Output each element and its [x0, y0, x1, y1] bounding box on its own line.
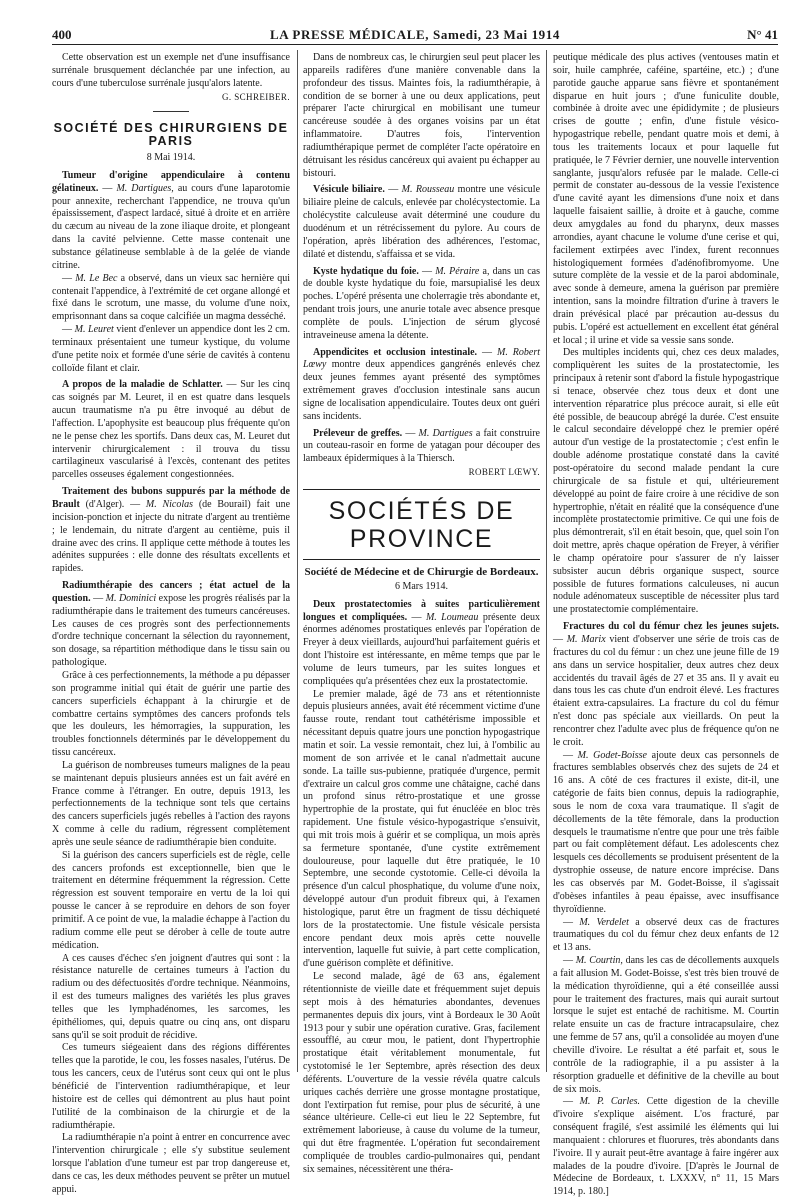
paragraph: Des multiples incidents qui, chez ces deux malades, compliquèrent les suites de la prostatectomie, les principaux à retenir sont d'abord la fistule hypogastrique si tenace, observée chez tous deux et dont une intervention réparatrice plus précoce aurait, si elle eût été possible, de beaucoup abrégé la durée. C'est ensuite le calcul secondaire développé chez le premier opéré autour d'un vestige de la prostatectomie ; c'est enfin le double adénome prostatique constaté dans la cavité post-opératoire du second malade pendant la cure chirurgicale de sa fistule et qui, ultérieurement développé au point de faire croire à une récidive de son hypertrophie, n'était en réalité que la conséquence d'une incomplète prostatectomie primitive. Ce qui une fois de plus démontrerait, s'il en était besoin, que, quel soin l'on doit mettre, après chaque opération de Freyer, à vérifier le champ opératoire pour s'assurer de n'y laisser subsister aucun débris organique suspect, source possible de futures formations calculeuses, ni aucun nodule adénomateux susceptible de nécessiter plus tard une prostatectomie complémentaire. — [553, 347, 779, 616]
big-section-title: SOCIÉTÉS DE PROVINCE — [303, 489, 540, 560]
paragraph-courtin: — M. Courtin, dans les cas de décollements auxquels a fait allusion M. Godet-Boisse, s'est très bien trouvé de la médication thyroïdienne, qui a été conseillée aussi pour le traitement des fractures, mais qui aurait surtout lorsque le sujet est entaché de rachitisme. M. Courtin relate ensuite un cas de fracture intracapsulaire, chez une femme de 57 ans, qu'il a consolidée au moyen d'une cheville d'ivoire. Le résultat a été parfait et, sous le contrôle de la radiographie, il a pu assister à la résorption graduelle et définitive de la cheville au bout de six mois. — [553, 955, 780, 1095]
column-3 — [553, 52, 780, 1198]
journal-title: LA PRESSE MÉDICALE, Samedi, 23 Mai 1914 — [270, 27, 560, 42]
article-title: Deux prostatectomies à suites particulièrement longues et compliquées. — [303, 598, 540, 623]
intro-signature: G. SCHREIBER. — [222, 91, 290, 102]
article-bubons: Traitement des bubons suppurés par la méthode de Brault (d'Alger). — M. Nicolas (de Bourail) fait une incision-ponction et injecte du nitrate d'argent au trentième ; le lendemain, du nitrate d'argent au centième, puis il draine avec des crins. Il applique cette méthode à toutes les adénites suppurées : elle donne des résultats excellents et rapides. — [52, 486, 291, 575]
article-title: Traitement des bubons suppurés par la méthode de Brault — [52, 486, 290, 510]
speaker: M. Nicolas — [145, 499, 194, 510]
column-divider-2 — [546, 50, 547, 1072]
paragraph-godet-boisse: — M. Godet-Boisse ajoute deux cas personnels de fractures semblables observés chez des sujets de 24 et 16 ans. A côté de ces fractures il existe, dit-il, une catégorie de faits bien connus, depuis la radiographie, sous le nom de coxa vara traumatique. Il s'agit de décollements de la tête fémorale, dans la production desquels le traumatisme n'entre que pour une très faible part ou fait complètement défaut. Les adolescents chez lesquels ces décollements se produisent présentent de la dystrophie osseuse, de nature encore imprécise. Dans les cas observés par M. Godet-Boisse, il s'agissait d'obèses infantiles à peau épaisse, avec insuffisance thyroïdienne. — [553, 749, 779, 915]
article-schlatter — [52, 379, 290, 482]
section-signature: ROBERT LŒWY. — [468, 467, 540, 478]
article-kyste: Kyste hydatique du foie. — M. Péraire a, dans un cas de double kyste hydatique du foie, marsupialisé les deux poches. L'opéré présenta une cholerragie très abondante et, pendant trois jours, une anurie totale avec absence presque complète de pouls. L'injection de sérum glycosé intraveineuse amena la détente. — [303, 265, 541, 341]
paragraph-verdelet: — M. Verdelet a observé deux cas de fractures traumatiques du col du fémur chez deux enfants de 12 et 13 ans. — [553, 916, 779, 954]
section-date: 8 Mai 1914. — [146, 152, 196, 164]
paragraph: peutique médicale des plus actives (ventouses matin et soir, huile camphrée, caféine, spartéine, etc.) ; d'une parotide gauche apparue sans fièvre et spontanément disparue en huit jours ; d'une funiculite double, combinée à droite avec une épididymite ; de plusieurs crises de goutte ; enfin, d'une fistule vésico-hypogastrique rebelle, pendant quatre mois et demi, à tous les traitements locaux et pour laquelle fut pratiquée, le 7 Février dernier, une nouvelle intervention sanglante, jusqu'alors refusée par le malade. Celle-ci permit de constater au-dessous de la vessie l'existence d'une cavité ayant les dimensions d'une noix et dans laquelle faisaient saillie, à droite et à gauche, comme deux amygdales au fond du pharynx, deux masses arrondies, ayant chacune le volume d'une cerise et qui, facilement extirpées avec l'index, furent reconnues histologiquement formées d'adénofibromyome. Une suture complète de la vessie et de la paroi abdominale, avec sonde à demeure, amena la guérison par première intention, sans la moindre filtration d'urine à travers le drain prévésical placé par précaution au-dessus du pubis. L'opéré est actuellement en excellent état général et local ; il urine et vide sa vessie sans sonde. — [553, 52, 779, 346]
paragraph: Ces tumeurs siégeaient dans des régions différentes telles que la parotide, le cou, les fosses nasales, l'utérus. De tous les cancers, ceux de l'utérus sont ceux qui ont le plus bénéficié de l'intervention radiumthérapique, et leur histoire est de celles qui démontrent au plus haut point l'utilité de la combinaison de la chirurgie et de la radiumthérapie. — [52, 1042, 290, 1131]
article-text: vient d'enlever un appendice dont les 2 cm. terminaux présentaient une tumeur kystique, du volume d'une petite noix et formée d'une série de cavités à contenu colloïde filant et clair. — [52, 324, 291, 374]
header-rule — [52, 44, 778, 45]
article-text: ajoute deux cas personnels de fractures semblables observés chez des sujets de 24 et 16 ans. A côté de ces fractures il existe, dit-il, une catégorie de faits bien connus, depuis la radiographie, sous le nom de coxa vara traumatique. Il s'agit de décollements de la tête fémorale, dans la production desquels le traumatisme n'entre que pour une très faible part ou fait complètement défaut. Les adolescents chez lesquels ces décollements se produisent présentent de la dystrophie osseuse, de nature encore imprécise. Dans les cas observés par M. Godet-Boisse, il s'agissait d'obèses infantiles à peau épaisse, avec insuffisance thyroïdienne. — [553, 749, 779, 915]
article-radiumtherapie: Radiumthérapie des cancers ; état actuel de la question. — M. Dominici expose les progrès réalisés par la radiumthérapie dans le traitement des tumeurs cancéreuses. Les causes de ces progrès sont des perfectionnements d'ordre technique concernant la sélection du rayonnement, son dosage, sa répartition méthodique dans le tissu sain ou pathologique. — [52, 580, 291, 669]
speaker: M. Robert Lœwy — [303, 346, 541, 371]
article-title: Fractures du col du fémur chez les jeunes sujets. — [563, 621, 779, 633]
article-text: montre une vésicule biliaire pleine de calculs, enlevée par cholécystectomie. La cholécystite calculeuse avait déterminé une coudure du duodénum et un rétrécissement du pylore. Au cours de l'opération, après libération des adhérences, l'estomac, dilaté et distendu, s'affaissa et se vida. — [303, 184, 541, 260]
column-2 — [303, 52, 541, 1175]
article-prostatectomies: Deux prostatectomies à suites particulièrement longues et compliquées. — M. Loumeau présente deux énormes adénomes prostatiques enlevés par l'opération de Freyer à deux vieillards, aujourd'hui parfaitement guéris et dont l'histoire est intéressante, en même temps que par le volume de leurs tumeurs, par les suites longues et compliquées qu'a présentées chez eux la prostatectomie. — [303, 598, 540, 687]
running-header — [52, 27, 778, 43]
article-text: vient d'observer une série de trois cas de fractures du col du fémur : un chez une jeune fille de 19 ans dans un service hospitalier, deux autres chez deux accidentés du travail âgés de 27 et 35 ans. Il y avait eu dans tous les cas chute d'un endroit élevé. Les fractures étaient extra-capsulaires. La fracture du col du fémur n'est donc pas spéciale aux vieillards. On peut la rencontrer chez l'adulte avec plus de fréquence qu'on ne le croit. — [553, 633, 780, 748]
speaker: M. Marix — [566, 633, 606, 645]
page-number: 400 — [52, 27, 72, 42]
paragraph: Si la guérison des cancers superficiels est de règle, celle des cancers profonds est exceptionnelle, bien que le traitement en détermine fréquemment la régression. Cette régression est souvent temporaire en vertu de la loi qui pousse le cancer à se reproduire en dehors de son foyer primitif. A ce point de vue, la maladie échappe à l'action du radium comme elle peut se dérober à celle de toute autre médication. — [52, 849, 290, 951]
paragraph-le-bec: — M. Le Bec a observé, dans un vieux sac hernière qui contenait l'appendice, à l'extrémité de cet organe allongé et fixé dans le scrotum, une masse, du volume d'une noix, emprisonnant dans sa coque calcifiée un magma desséché. — [52, 272, 291, 323]
paragraph: La guérison de nombreuses tumeurs malignes de la peau se maintenant depuis plusieurs années est un fait avéré en France comme à l'étranger. En outre, depuis 1913, les perfectionnements de la technique sont tels que certains des cancers superficiels jugés rebelles à l'action des rayons X comme à celle du radium, régressent complètement après une seule séance de radiumthérapie bien conduite. — [52, 759, 290, 848]
article-fractures: Fractures du col du fémur chez les jeunes sujets. — M. Marix vient d'observer une série de trois cas de fractures du col du fémur : un chez une jeune fille de 19 ans dans un service hospitalier, deux autres chez deux accidentés du travail âgés de 27 et 35 ans. Il y avait eu dans tous les cas chute d'un endroit élevé. Les fractures étaient extra-capsulaires. La fracture du col du fémur n'est donc pas spéciale aux vieillards. On peut la rencontrer chez l'adulte avec plus de fréquence qu'on ne le croit. — [553, 621, 780, 748]
section-title: SOCIÉTÉ DES CHIRURGIENS DE PARIS — [53, 121, 289, 149]
speaker: M. P. Carles. — [579, 1096, 641, 1108]
speaker: M. Rousseau — [401, 184, 455, 196]
article-preleveur: Préleveur de greffes. — M. Dartigues a fait construire un couteau-rasoir en forme de yatagan pour découper des lambeaux épidermiques à la Thiersch. — [303, 427, 540, 465]
speaker: M. Leuret — [74, 324, 114, 336]
paragraph: Le premier malade, âgé de 73 ans et rétentionniste depuis plusieurs années, avait été récemment victime d'une fausse route, rendant tout cathétérisme impossible et nécessitant depuis quatre jours une ponction hypogastrique matin et soir. La vessie remontait, chez lui, à l'ombilic au moment de son arrivée et le canal n'admettait aucune sonde. La taille sus-pubienne, pratiquée d'urgence, permit d'extraire un calcul gros comme une châtaigne, caché dans un profond sinus rétro-prostatique et une grosse hypertrophie de la prostate, qui fut énucléée en bloc très rapidement. Une fistule vésico-hypogastrique s'ensuivit, qui mit trois mois à guérir et se compliqua, un mois après sa fermeture spontanée, d'une cystite extrêmement douloureuse, pour laquelle dut être pratiquée, le 10 Septembre, une seconde cystotomie. Celle-ci dévoila la présence d'un calcul phosphatique, du volume d'une noix, développé autour d'un produit fibreux qui, à l'examen histologique, parut être un fragment de tissu déchiqueté lors de la prostatectomie. Une fistule vésicale persista encore pendant deux mois après cette nouvelle intervention, laquelle fut suivie, à part cette complication, d'une guérison complète et définitive. — [303, 688, 540, 970]
article-text: montre deux appendices gangrénés enlevés chez deux jeunes femmes ayant présenté des symptômes extrêmement graves d'occlusion intestinale sans aucun signe de localisation appendiculaire. Toutes deux ont guéri sans incidents. — [303, 359, 540, 422]
article-appendiculaire: Tumeur d'origine appendiculaire à contenu gélatineux. — M. Dartigues, au cours d'une laparotomie pour annexite, recherchant l'appendice, ne trouva qu'un épaississement, d'aspect lardacé, situé à droite et en arrière du cæcum au niveau de la zone iliaque droite, et plongeant dans la cavité pelvienne. Cette masse contenait une substance gélatineuse semblable à de la gelée de viande citrine. — [52, 169, 290, 271]
paragraph-carles: — M. P. Carles. Cette digestion de la cheville d'ivoire s'explique aisément. L'os fracturé, par conséquent fragilé, s'est assimilé les éléments qui lui manquaient : chlorures et fluorures, très abondants dans l'ivoire. Il y aurait peut-être avantage à faire ingérer aux malades de la poudre d'ivoire. [D'après le Journal de Médecine de Bordeaux, t. LXXXV, n° 11, 15 Mars 1914, p. 180.] — [553, 1096, 779, 1198]
paragraph-leuret: — M. Leuret vient d'enlever un appendice dont les 2 cm. terminaux présentaient une tumeur kystique, du volume d'une petite noix et formée d'une série de cavités à contenu colloïde filant et clair. — [52, 324, 291, 374]
article-vesicule: Vésicule biliaire. — M. Rousseau montre une vésicule biliaire pleine de calculs, enlevée par cholécystectomie. La cholécystite calculeuse avait déterminé une coudure du duodénum et un rétrécissement du pylore. Au cours de l'opération, après libération des adhérences, l'estomac, dilaté et distendu, s'affaissa et se vida. — [303, 184, 541, 260]
separator-rule — [153, 111, 189, 112]
article-title: Vésicule biliaire. — [313, 184, 385, 196]
article-text: expose les progrès réalisés par la radiumthérapie dans le traitement des tumeurs cancéreuses. Les causes de ces progrès sont des perfectionnements d'ordre technique concernant la sélection du rayonnement, son dosage, sa répartition méthodique dans le tissu sain ou pathologique. — [52, 592, 291, 669]
paragraph: A ces causes d'échec s'en joignent d'autres qui sont : la résistance naturelle de certaines tumeurs à l'action du radium ou des défectuosités d'ordre technique. Néanmoins, il est des tumeurs malignes des variétés les plus graves telles que les lymphadénomes, les sarcomes, les épithéliomes, qui, depuis quatre ou cinq ans, ont disparu sans qu'il se soit produit de récidive. — [52, 952, 290, 1041]
society-title: Société de Médecine et de Chirurgie de Bordeaux. — [304, 566, 539, 578]
speaker: M. Godet-Boisse — [577, 749, 647, 761]
article-text: a observé deux cas de fractures traumatiques du col du fémur chez deux enfants de 12 et 13 ans. — [553, 916, 779, 954]
article-text: présente deux énormes adénomes prostatiques enlevés par l'opération de Freyer à deux vieillards, aujourd'hui parfaitement guéris et dont l'histoire est intéressante, en même temps que par le volume de leurs tumeurs, par les suites longues et compliquées qu'a présentées chez eux la prostatectomie. — [303, 611, 540, 687]
article-text: au cours d'une laparotomie pour annexite, recherchant l'appendice, ne trouva qu'un épaississement, d'aspect lardacé, situé à droite et en arrière du cæcum au niveau de la zone iliaque droite, et plongeant dans la cavité pelvienne. Cette masse contenait une substance gélatineuse semblable à de la gelée de viande citrine. — [52, 182, 290, 271]
article-title: Préleveur de greffes. — [313, 427, 403, 439]
paragraph: Le second malade, âgé de 63 ans, également rétentionniste de vieille date et fréquemment sujet depuis sept mois à des hématuries abondantes, devenues permanentes depuis dix jours, vint à Bordeaux le 30 Août 1913 pour y subir une opération curative. Gras, facilement essoufflé, au cœur mou, le patient, dont l'hypertrophie prostatique était véritablement monumentale, fut cystotomisé le 1er Septembre, après résection des deux déférents. L'ouverture de la vessie révéla quatre calculs uriques cachés derrière une grosse montagne prostatique, dont l'extirpation fut remise, pour plus de sécurité, à une séance ultérieure. Celle-ci eut lieu le 22 Septembre, fut extrêmement laborieuse, à cause du volume de la tumeur, qui dut être fragmentée. L'opération fut secondairement compliquée de troubles cardio-pulmonaires qui, pendant six semaines, nécessitèrent une théra- — [303, 971, 540, 1175]
intro-paragraph: Cette observation est un exemple net d'une insuffisance surrénale brusquement déclanchée par une infection, au cours d'une tuberculose surrénale jusqu'alors latente. — [52, 52, 290, 89]
article-place: (d'Alger). — [85, 499, 125, 510]
article-text: Cette digestion de la cheville d'ivoire s'explique aisément. L'os fracturé, par conséquent fragilé, s'est assimilé les éléments qui lui manquaient : chlorures et fluorures, très abondants dans l'ivoire. Il y aurait peut-être avantage à faire ingérer aux malades de la poudre d'ivoire. [D'après le Journal de Médecine de Bordeaux, t. LXXXV, n° 11, 15 Mars 1914, p. 180.] — [553, 1096, 779, 1198]
speaker: M. Péraire — [435, 265, 480, 277]
paragraph: Dans de nombreux cas, le chirurgien seul peut placer les appareils radifères d'une manière convenable dans la profondeur des tissus. Maintes fois, la radiumthérapie, à condition de se borner à une ou deux applications, peut préparer l'acte chirurgical en mobilisant une tumeur cancéreuse soudée à des organes voisins par un état inflammatoire. D'autres fois, l'intervention radiumthérapique permet de compléter l'acte opératoire en détruisant les résidus cancéreux qui avaient pu échapper au bistouri. — [303, 52, 540, 179]
speaker: M. Loumeau — [425, 611, 479, 623]
article-text: a fait construire un couteau-rasoir en forme de yatagan pour découper des lambeaux épidermiques à la Thiersch. — [303, 427, 540, 465]
article-text: a observé, dans un vieux sac hernière qui contenait l'appendice, à l'extrémité de cet organe allongé et fixé dans le scrotum, une masse, du volume d'une noix, emprisonnant dans sa coque calcifiée un magma desséché. — [52, 272, 291, 323]
speaker: M. Le Bec — [75, 272, 118, 284]
speaker: M. Courtin, — [575, 955, 623, 967]
article-text: (de Bourail) fait une incision-ponction et injecte du nitrate d'argent au trentième ; le lendemain, du nitrate d'argent au centième, puis il draine avec des crins. Il applique cette méthode à toutes les adénites suppurées : elle donne des résultats excellents et rapides. — [52, 499, 291, 575]
column-divider-1 — [297, 50, 298, 1072]
article-title: Kyste hydatique du foie. — [313, 265, 419, 277]
article-text: dans les cas de décollements auxquels a fait allusion M. Godet-Boisse, s'est très bien trouvé de la médication thyroïdienne, qui a été conseillée aussi pour le traitement des fractures, mais qui aurait surtout lorsque le sujet est entaché de rachitisme. M. Courtin relate ensuite un cas de fracture intracapsulaire, chez une femme de 57 ans, qu'il a consolidée au moyen d'une cheville d'ivoire. Le résultat a été parfait et, sous le contrôle de la radiographie, il a pu assister à la résorption graduelle et définitive de la cheville au bout de six mois. — [553, 955, 780, 1095]
paragraph: Grâce à ces perfectionnements, la méthode a pu dépasser son programme initial qui était de guérir une partie des cancers superficiels échappant à la chirurgie et de combattre certains symptômes des cancers profonds tels que les douleurs, les hémorragies, la suppuration, les troubles fonctionnels déterminés par le développement du tissu cancéreux. — [52, 669, 290, 759]
article-appendicites: Appendicites et occlusion intestinale. — M. Robert Lœwy montre deux appendices gangrénés enlevés chez deux jeunes femmes ayant présenté des symptômes extrêmement graves d'occlusion intestinale sans aucun signe de localisation appendiculaire. Toutes deux ont guéri sans incidents. — [303, 346, 541, 422]
society-date: 6 Mars 1914. — [394, 580, 449, 592]
article-title: A propos de la maladie de Schlatter. — [62, 379, 223, 391]
column-1 — [52, 52, 291, 1195]
issue-number: N° 41 — [747, 27, 778, 42]
speaker: M. Verdelet — [579, 916, 629, 928]
article-title: Appendicites et occlusion intestinale. — [313, 346, 478, 358]
paragraph: La radiumthérapie n'a point à entrer en concurrence avec l'intervention chirurgicale ; elle s'y substitue seulement lorsque l'ablation d'une tumeur est par trop dangereuse et, dans ce cas, les deux méthodes peuvent se prêter un mutuel appui. — [52, 1132, 290, 1195]
article-title: Tumeur d'origine appendiculaire à contenu gélatineux. — [52, 169, 290, 194]
article-text: — Sur les cinq cas soignés par M. Leuret, il en est quatre dans lesquels aucun traumatisme n'a pu être invoqué au début de l'affection. L'apophysite est beaucoup plus fréquente qu'on ne le pense chez les sportifs. Dans deux cas, M. Leuret dut intervenir chirurgicalement : il trouva du tissu cartilagineux vascularisé à l'excès, contenant des petites parcelles osseuses également congestionnées. — [52, 379, 291, 481]
article-title: Radiumthérapie des cancers ; état actuel de la question. — [52, 580, 290, 604]
speaker: M. Dominici — [105, 592, 157, 604]
speaker: M. Dartigues, — [116, 182, 174, 194]
speaker: M. Dartigues — [418, 427, 473, 439]
article-text: a, dans un cas de double kyste hydatique du foie, marsupialisé les deux poches. L'opéré présenta une cholerragie très abondante et, pendant trois jours, une anurie totale avec absence presque complète de pouls. L'injection de sérum glycosé intraveineuse amena la détente. — [303, 265, 541, 341]
